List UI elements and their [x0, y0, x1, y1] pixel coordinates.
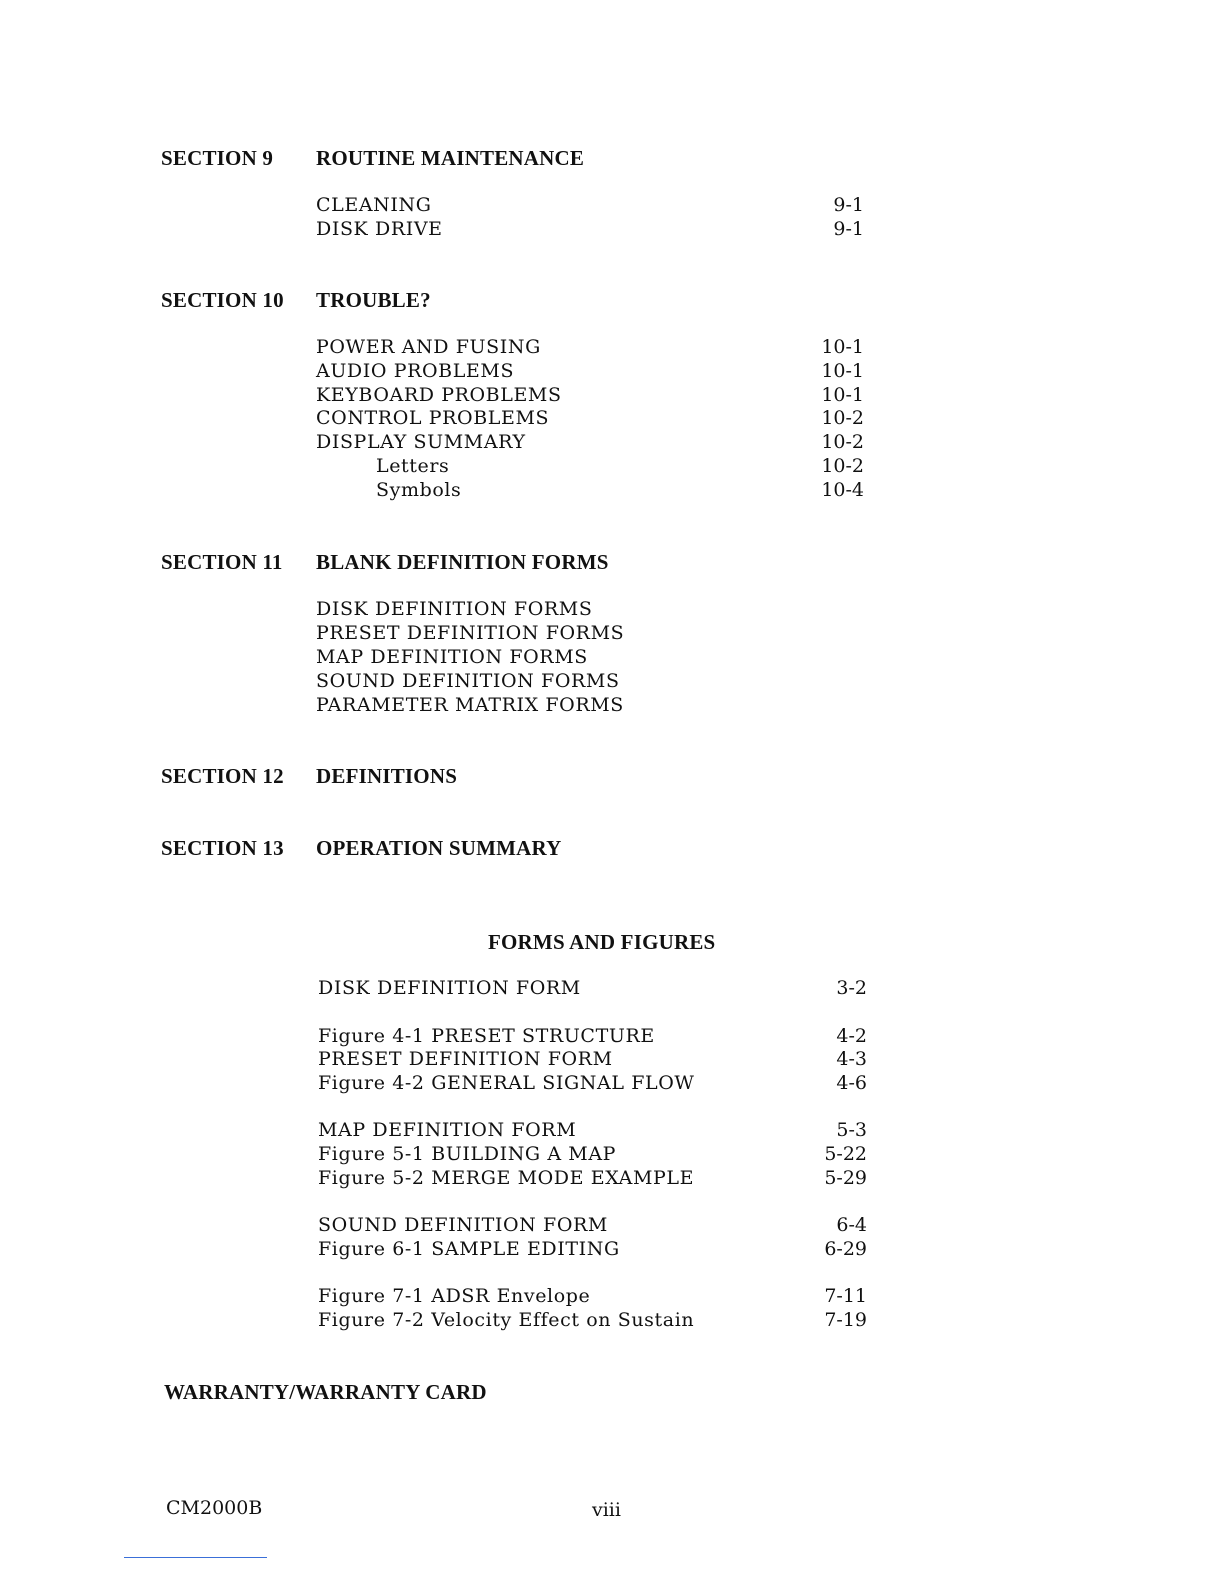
figure-entry-page: 5-29 [824, 1167, 867, 1189]
figure-entry-label: DISK DEFINITION FORM [318, 977, 581, 999]
section-title: DEFINITIONS [316, 764, 458, 788]
figure-entry-label: MAP DEFINITION FORM [318, 1119, 577, 1141]
toc-entry-page: 9-1 [833, 218, 864, 240]
toc-subentry-label: Symbols [376, 479, 462, 501]
toc-entry-page: 10-2 [821, 407, 864, 429]
toc-entry-page: 10-2 [821, 455, 864, 477]
toc-entry-label: CONTROL PROBLEMS [316, 407, 550, 429]
scan-edge-line [124, 1557, 267, 1558]
figure-entry-label: Figure 7-2 Velocity Effect on Sustain [318, 1309, 695, 1331]
section-number: SECTION 9 [161, 146, 274, 170]
toc-subentry-label: Letters [376, 455, 450, 477]
section-title: TROUBLE? [316, 288, 431, 312]
section-number: SECTION 10 [161, 288, 284, 312]
section-title: OPERATION SUMMARY [316, 836, 562, 860]
section-number: SECTION 11 [161, 550, 283, 574]
figure-entry-page: 6-4 [836, 1214, 867, 1236]
toc-entry-page: 10-1 [821, 336, 864, 358]
document-code: CM2000B [166, 1497, 263, 1519]
toc-entry-label: PARAMETER MATRIX FORMS [316, 694, 624, 716]
figure-entry-label: Figure 6-1 SAMPLE EDITING [318, 1238, 620, 1260]
figure-entry-label: Figure 4-2 GENERAL SIGNAL FLOW [318, 1072, 695, 1094]
figure-entry-page: 7-11 [824, 1285, 867, 1307]
page-number: viii [592, 1499, 621, 1521]
toc-entry-label: CLEANING [316, 194, 432, 216]
figure-entry-page: 4-6 [836, 1072, 867, 1094]
section-number: SECTION 12 [161, 764, 284, 788]
forms-figures-heading: FORMS AND FIGURES [488, 930, 716, 954]
figure-entry-label: Figure 5-2 MERGE MODE EXAMPLE [318, 1167, 695, 1189]
figure-entry-page: 6-29 [824, 1238, 867, 1260]
toc-entry-page: 9-1 [833, 194, 864, 216]
toc-entry-label: POWER AND FUSING [316, 336, 541, 358]
toc-entry-label: MAP DEFINITION FORMS [316, 646, 588, 668]
section-title: ROUTINE MAINTENANCE [316, 146, 585, 170]
figure-entry-label: Figure 4-1 PRESET STRUCTURE [318, 1025, 655, 1047]
figure-entry-page: 5-3 [836, 1119, 867, 1141]
figure-entry-page: 4-3 [836, 1048, 867, 1070]
figure-entry-label: Figure 5-1 BUILDING A MAP [318, 1143, 617, 1165]
figure-entry-page: 5-22 [824, 1143, 867, 1165]
figure-entry-label: PRESET DEFINITION FORM [318, 1048, 613, 1070]
figure-entry-page: 4-2 [836, 1025, 867, 1047]
toc-entry-label: AUDIO PROBLEMS [316, 360, 515, 382]
figure-entry-label: Figure 7-1 ADSR Envelope [318, 1285, 591, 1307]
toc-entry-label: DISK DEFINITION FORMS [316, 598, 593, 620]
toc-entry-label: SOUND DEFINITION FORMS [316, 670, 620, 692]
toc-entry-label: PRESET DEFINITION FORMS [316, 622, 625, 644]
toc-entry-label: DISPLAY SUMMARY [316, 431, 526, 453]
toc-entry-page: 10-2 [821, 431, 864, 453]
toc-entry-label: KEYBOARD PROBLEMS [316, 384, 562, 406]
toc-entry-page: 10-1 [821, 384, 864, 406]
figure-entry-page: 7-19 [824, 1309, 867, 1331]
warranty-heading: WARRANTY/WARRANTY CARD [164, 1380, 487, 1404]
figure-entry-page: 3-2 [836, 977, 867, 999]
toc-entry-page: 10-4 [821, 479, 864, 501]
section-number: SECTION 13 [161, 836, 284, 860]
figure-entry-label: SOUND DEFINITION FORM [318, 1214, 608, 1236]
toc-entry-page: 10-1 [821, 360, 864, 382]
section-title: BLANK DEFINITION FORMS [316, 550, 609, 574]
toc-entry-label: DISK DRIVE [316, 218, 443, 240]
